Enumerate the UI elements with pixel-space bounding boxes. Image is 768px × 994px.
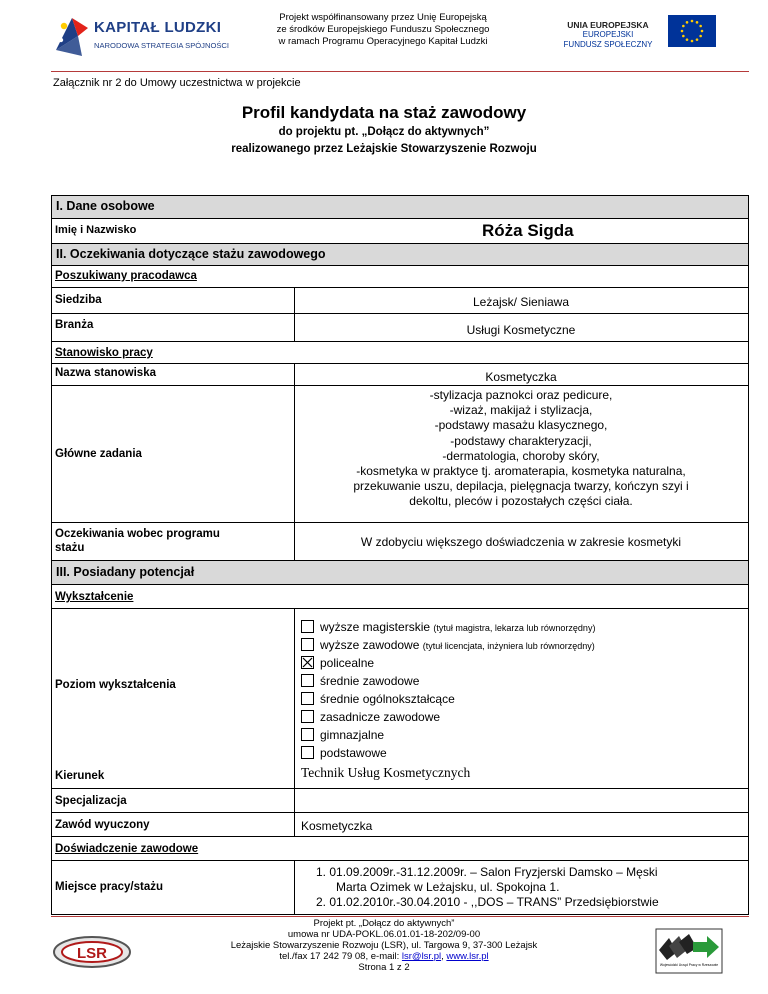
footer-line: umowa nr UDA-POKL.06.01.01-18-202/09-00 [287,929,481,940]
kapital-ludzki-emblem-icon [52,14,92,62]
table-row-seat [52,287,748,313]
page-number: Strona 1 z 2 [358,962,410,973]
eu-fund-line: FUNDUSZ SPOŁECZNY [563,40,653,49]
table-row-expectations [52,522,748,560]
expectations-label-line: stażu [55,542,85,554]
experience-line: 2. 01.02.2010r.-30.04.2010 - ,,DOS – TRANS” Przedsiębiorstwie [316,895,659,909]
footer-line: Leżajskie Stowarzyszenie Rozwoju (LSR), ul. Targowa 9, 37-300 Leżajsk [230,940,538,951]
expectations-value: W zdobyciu większego doświadczenia w zakresie kosmetyki [360,535,682,549]
workplace-label: Miejsce pracy/stażu [55,881,164,893]
footer-rule [51,916,749,917]
education-option [301,672,595,690]
subsection-heading: Poszukiwany pracodawca [55,270,197,282]
eu-star-icon [701,30,704,33]
page-title: Profil kandydata na staż zawodowy [241,103,527,122]
eu-star-icon [681,30,684,33]
education-checkbox[interactable] [301,728,314,741]
name-value: Róża Sigda [482,221,574,240]
eu-star-icon [686,21,689,24]
task-line: przekuwanie uszu, depilacja, pielęgnacja twarzy, kończyn szyi i [353,479,689,494]
attachment-note: Załącznik nr 2 do Umowy uczestnictwa w projekcie [53,77,301,89]
experience-line: Marta Ozimek w Leżajsku, ul. Spokojna 1. [336,880,560,894]
specialization-label: Specjalizacja [55,795,127,807]
expectations-label-line: Oczekiwania wobec programu [55,528,220,540]
education-checkbox[interactable] [301,638,314,651]
task-line: -podstawy charakteryzacji, [450,433,592,448]
table-row-profession [52,812,748,836]
footer-text [190,918,578,973]
education-option [301,726,595,744]
section-heading: III. Posiadany potencjał [56,565,195,579]
email-link[interactable]: lsr@lsr.pl [401,951,442,962]
education-option-label: policealne [320,656,375,670]
eu-star-icon [696,38,699,41]
education-option [301,618,595,636]
experience-line: 1. 01.09.2009r.-31.12.2009r. – Salon Fryzjerski Damsko – Męski [316,865,658,879]
position-label: Nazwa stanowiska [55,367,156,379]
education-level-label: Poziom wykształcenia [55,679,176,691]
education-option [301,708,595,726]
expectations-label [55,527,220,555]
subsection-experience [52,836,748,860]
industry-value: Usługi Kosmetyczne [466,323,576,337]
table-row-direction [52,765,748,788]
profession-label: Zawód wyuczony [55,819,150,831]
table-row-tasks [52,385,748,522]
subsection-heading: Doświadczenie zawodowe [55,843,199,855]
eu-fund-line: EUROPEJSKI [582,30,634,39]
table-row-workplace [52,860,748,915]
footer-separator: , [441,951,447,962]
education-checkbox[interactable] [301,674,314,687]
task-line: -dermatologia, choroby skóry, [442,448,600,463]
direction-label: Kierunek [55,770,105,782]
education-option-label: zasadnicze zawodowe [320,710,441,724]
position-value: Kosmetyczka [485,370,557,384]
funding-line: Projekt współfinansowany przez Unię Europejską [279,12,487,23]
education-option-label: średnie zawodowe [320,674,420,688]
eu-title: UNIA EUROPEJSKA [567,20,649,30]
checkbox-cross-icon [302,657,313,668]
kapital-ludzki-subtitle: NARODOWA STRATEGIA SPÓJNOŚCI [94,41,230,50]
section-dane-osobowe [52,196,748,218]
education-option-note: (tytuł magistra, lekarza lub równorzędny) [433,623,596,633]
subsection-heading: Wykształcenie [55,591,134,603]
education-level-options [294,609,748,772]
table-row-position [52,363,748,385]
eu-star-icon [682,25,685,28]
funding-line: w ramach Programu Operacyjnego Kapitał Ludzki [278,36,488,47]
funding-statement [252,12,514,48]
tasks-label: Główne zadania [55,448,142,460]
subsection-heading: Stanowisko pracy [55,347,153,359]
education-checkbox[interactable] [301,620,314,633]
organizer-subtitle: realizowanego przez Leżajskie Stowarzyszenie Rozwoju [231,143,537,155]
seat-value: Leżajsk/ Sieniawa [472,295,570,309]
footer-contact [190,951,578,962]
eu-star-icon [686,38,689,41]
project-subtitle: do projektu pt. „Dołącz do aktywnych” [278,126,490,138]
education-option-label: podstawowe [320,746,387,760]
eu-star-icon [691,40,694,43]
footer-contact-prefix: tel./fax 17 242 79 08, e-mail: [279,951,402,962]
education-option-label: średnie ogólnokształcące [320,692,455,706]
education-option [301,636,595,654]
funding-line: ze środków Europejskiego Funduszu Społecznego [276,24,490,35]
education-checkbox[interactable] [301,656,314,669]
regional-logo-text: Wojewódzki Urząd Pracy w Rzeszowie [659,963,719,967]
section-potencjal [52,560,748,584]
eu-text-block [554,20,662,50]
section-heading: II. Oczekiwania dotyczące stażu zawodowego [56,247,326,261]
eu-flag-icon [668,15,716,47]
seat-label: Siedziba [55,294,102,306]
table-row-industry [52,313,748,341]
website-link[interactable]: www.lsr.pl [446,951,489,962]
direction-value: Technik Usług Kosmetycznych [301,765,471,780]
education-option [301,690,595,708]
task-line: -wizaż, makijaż i stylizacja, [449,403,593,418]
task-line: dekoltu, pleców i pozostałych części ciała. [409,494,633,509]
kapital-ludzki-title: KAPITAŁ LUDZKI [94,19,222,36]
lsr-logo [50,930,134,970]
eu-star-icon [691,20,694,23]
education-checkbox[interactable] [301,746,314,759]
education-option-label: wyższe zawodowe [320,638,420,652]
eu-star-icon [699,35,702,38]
education-option-note: (tytuł licencjata, inżyniera lub równorzędny) [422,641,595,651]
section-oczekiwania [52,243,748,265]
education-option-label: wyższe magisterskie [320,620,431,634]
candidate-profile-table [51,195,749,915]
eu-star-icon [696,21,699,24]
footer-line: Projekt pt. „Dołącz do aktywnych” [313,918,455,929]
lsr-logo-text: LSR [77,945,107,962]
subsection-position [52,341,748,363]
education-option [301,744,595,762]
industry-label: Branża [55,319,94,331]
task-line: -podstawy masażu klasycznego, [434,418,608,433]
subsection-education [52,584,748,608]
name-label: Imię i Nazwisko [55,224,137,236]
table-row-name [52,218,748,243]
subsection-employer [52,265,748,287]
profession-value: Kosmetyczka [301,819,373,833]
table-row-specialization [52,788,748,812]
regional-labour-office-logo [655,928,723,974]
section-heading: I. Dane osobowe [56,199,155,213]
task-line: -kosmetyka w praktyce tj. aromaterapia, kosmetyka naturalna, [356,464,686,479]
tasks-list [294,388,748,510]
experience-list [294,861,748,916]
education-option-label: gimnazjalne [320,728,385,742]
table-row-education-level [52,608,748,771]
header-rule [51,71,749,72]
eu-star-icon [682,35,685,38]
task-line: -stylizacja paznokci oraz pedicure, [429,388,613,402]
education-checkbox[interactable] [301,692,314,705]
education-option [301,654,595,672]
education-checkbox[interactable] [301,710,314,723]
eu-star-icon [699,25,702,28]
